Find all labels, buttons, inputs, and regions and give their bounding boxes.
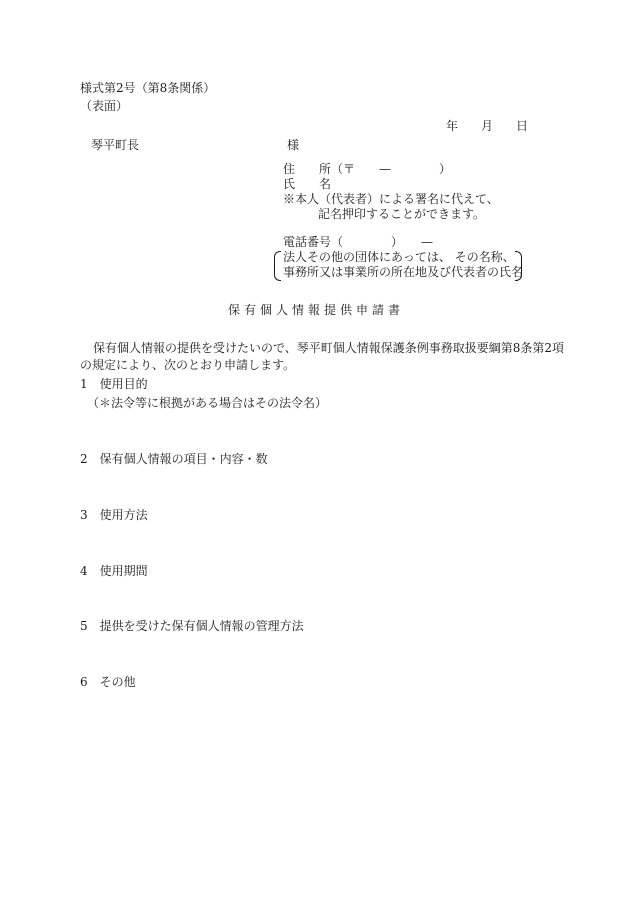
date-month: 月 <box>481 119 494 133</box>
item-management-method: 5 提供を受けた保有個人情報の管理方法 <box>80 619 304 633</box>
name-label: 氏 名 <box>283 177 332 191</box>
address-label: 住 所（〒 — ） <box>283 162 452 176</box>
form-side-label: （表面） <box>80 99 129 113</box>
date-year: 年 <box>446 119 459 133</box>
signature-note-line2: 記名押印することができます。 <box>318 207 486 221</box>
addressee-honorific: 様 <box>287 138 300 152</box>
corp-bracket-right <box>515 251 522 281</box>
item-usage-method: 3 使用方法 <box>80 508 148 522</box>
item-purpose: 1 使用目的 <box>80 377 148 391</box>
intro-line1: 保有個人情報の提供を受けたいので、琴平町個人情報保護条例事務取扱要綱第8条第2項 <box>93 341 565 355</box>
form-number: 様式第2号（第8条関係） <box>80 81 216 95</box>
date-day: 日 <box>516 119 529 133</box>
item-usage-period: 4 使用期間 <box>80 564 148 578</box>
corp-note-line2: 事務所又は事業所の所在地及び代表者の氏名 <box>283 265 524 279</box>
item-info-content: 2 保有個人情報の項目・内容・数 <box>80 452 268 466</box>
intro-line2: の規定により、次のとおり申請します。 <box>80 358 296 372</box>
phone-label: 電話番号（ ） — <box>283 235 434 249</box>
document-title: 保有個人情報提供申請書 <box>228 303 405 317</box>
item-purpose-note: （＊法令等に根拠がある場合はその法令名） <box>87 396 328 410</box>
addressee-name: 琴平町長 <box>91 138 140 152</box>
signature-note-line1: ※本人（代表者）による署名に代えて、 <box>283 192 499 206</box>
corp-bracket-left <box>274 251 281 281</box>
item-other: 6 その他 <box>80 675 136 689</box>
corp-note-line1: 法人その他の団体にあっては、 その名称、 <box>283 250 515 264</box>
